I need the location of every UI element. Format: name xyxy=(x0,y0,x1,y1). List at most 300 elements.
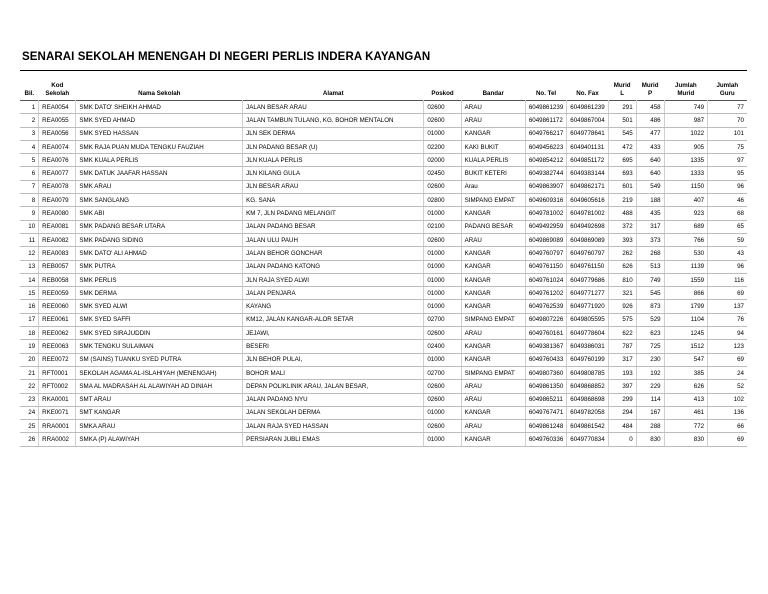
cell-murid-l: 810 xyxy=(608,273,636,286)
cell-bil: 8 xyxy=(20,194,39,207)
col-header-bandar: Bandar xyxy=(482,89,504,97)
cell-bil: 9 xyxy=(20,207,39,220)
cell-murid-p: 433 xyxy=(636,140,664,153)
col-header-nama-sekolah: Nama Sekolah xyxy=(138,89,181,97)
cell-murid-p: 435 xyxy=(636,207,664,220)
cell-murid-p: 873 xyxy=(636,300,664,313)
cell-murid-l: 601 xyxy=(608,180,636,193)
cell-poskod: 01000 xyxy=(424,406,461,419)
cell-poskod: 01000 xyxy=(424,207,461,220)
cell-jumlah-murid: 689 xyxy=(664,220,707,233)
cell-kod-sekolah: REA0076 xyxy=(39,154,76,167)
cell-jumlah-murid: 772 xyxy=(664,420,707,433)
cell-no-fax: 6049861239 xyxy=(567,101,608,114)
cell-no-tel: 6049760797 xyxy=(525,247,566,260)
cell-bandar: SIMPANG EMPAT xyxy=(461,313,525,326)
cell-bil: 18 xyxy=(20,327,39,340)
table-row xyxy=(20,101,747,114)
cell-nama-sekolah: SMK SYED SIRAJUDDIN xyxy=(76,327,243,340)
cell-no-fax: 6049771920 xyxy=(567,300,608,313)
cell-jumlah-murid: 547 xyxy=(664,353,707,366)
cell-bandar: KAKI BUKIT xyxy=(461,140,525,153)
cell-no-fax: 6049778604 xyxy=(567,327,608,340)
cell-jumlah-murid: 1139 xyxy=(664,260,707,273)
cell-kod-sekolah: REE0059 xyxy=(39,287,76,300)
cell-murid-p: 545 xyxy=(636,287,664,300)
cell-bil: 25 xyxy=(20,420,39,433)
cell-murid-p: 640 xyxy=(636,154,664,167)
cell-bil: 15 xyxy=(20,287,39,300)
cell-jumlah-guru: 96 xyxy=(708,260,747,273)
cell-bandar: KANGAR xyxy=(461,127,525,140)
cell-murid-p: 486 xyxy=(636,114,664,127)
cell-no-tel: 6049761150 xyxy=(525,260,566,273)
cell-murid-p: 749 xyxy=(636,273,664,286)
cell-alamat: KM12, JALAN KANGAR-ALOR SETAR xyxy=(243,313,424,326)
cell-jumlah-guru: 46 xyxy=(708,194,747,207)
cell-bil: 24 xyxy=(20,406,39,419)
cell-murid-l: 299 xyxy=(608,393,636,406)
cell-kod-sekolah: RFT0002 xyxy=(39,380,76,393)
cell-bil: 19 xyxy=(20,340,39,353)
cell-bandar: KANGAR xyxy=(461,433,525,446)
cell-murid-p: 373 xyxy=(636,233,664,246)
cell-no-fax: 6049770834 xyxy=(567,433,608,446)
cell-no-tel: 6049861239 xyxy=(525,101,566,114)
cell-no-fax: 6049760199 xyxy=(567,353,608,366)
cell-jumlah-guru: 43 xyxy=(708,247,747,260)
col-header-murid-p: Murid P xyxy=(641,82,659,97)
cell-poskod: 02600 xyxy=(424,233,461,246)
cell-murid-p: 167 xyxy=(636,406,664,419)
cell-nama-sekolah: SEKOLAH AGAMA AL-ISLAHIYAH (MENENGAH) xyxy=(76,366,243,379)
cell-bil: 17 xyxy=(20,313,39,326)
cell-bandar: KANGAR xyxy=(461,340,525,353)
cell-murid-l: 926 xyxy=(608,300,636,313)
cell-nama-sekolah: SMK DATO' SHEIKH AHMAD xyxy=(76,101,243,114)
cell-bandar: KANGAR xyxy=(461,300,525,313)
cell-no-tel: 6049761024 xyxy=(525,273,566,286)
cell-murid-l: 626 xyxy=(608,260,636,273)
table-row xyxy=(20,154,747,167)
cell-murid-l: 472 xyxy=(608,140,636,153)
cell-no-fax: 6049781002 xyxy=(567,207,608,220)
table-row xyxy=(20,406,747,419)
cell-no-fax: 6049401131 xyxy=(567,140,608,153)
cell-nama-sekolah: SMK SYED AHMAD xyxy=(76,114,243,127)
table-row xyxy=(20,340,747,353)
cell-kod-sekolah: RFT0001 xyxy=(39,366,76,379)
cell-jumlah-murid: 1245 xyxy=(664,327,707,340)
cell-jumlah-guru: 101 xyxy=(708,127,747,140)
cell-no-tel: 6049767471 xyxy=(525,406,566,419)
cell-murid-l: 484 xyxy=(608,420,636,433)
cell-jumlah-guru: 116 xyxy=(708,273,747,286)
cell-nama-sekolah: SMK RAJA PUAN MUDA TENGKU FAUZIAH xyxy=(76,140,243,153)
cell-nama-sekolah: SMKA ARAU xyxy=(76,420,243,433)
cell-murid-l: 545 xyxy=(608,127,636,140)
cell-bandar: KANGAR xyxy=(461,406,525,419)
cell-kod-sekolah: REE0062 xyxy=(39,327,76,340)
cell-poskod: 01000 xyxy=(424,433,461,446)
cell-nama-sekolah: SMK ARAU xyxy=(76,180,243,193)
cell-poskod: 02600 xyxy=(424,380,461,393)
cell-nama-sekolah: SMK SYED HASSAN xyxy=(76,127,243,140)
cell-bil: 5 xyxy=(20,154,39,167)
cell-poskod: 02700 xyxy=(424,313,461,326)
cell-murid-l: 219 xyxy=(608,194,636,207)
cell-jumlah-guru: 59 xyxy=(708,233,747,246)
col-header-murid-l: Murid L xyxy=(613,82,631,97)
cell-no-fax: 6049782058 xyxy=(567,406,608,419)
cell-poskod: 02700 xyxy=(424,366,461,379)
cell-nama-sekolah: SMK TENGKU SULAIMAN xyxy=(76,340,243,353)
cell-jumlah-murid: 749 xyxy=(664,101,707,114)
table-row xyxy=(20,313,747,326)
cell-murid-p: 725 xyxy=(636,340,664,353)
table-row xyxy=(20,167,747,180)
cell-no-fax: 6049861542 xyxy=(567,420,608,433)
cell-jumlah-murid: 407 xyxy=(664,194,707,207)
cell-jumlah-murid: 461 xyxy=(664,406,707,419)
cell-jumlah-murid: 1559 xyxy=(664,273,707,286)
cell-bil: 14 xyxy=(20,273,39,286)
cell-jumlah-murid: 923 xyxy=(664,207,707,220)
cell-alamat: JEJAWI, xyxy=(243,327,424,340)
cell-bandar: KANGAR xyxy=(461,260,525,273)
cell-bil: 23 xyxy=(20,393,39,406)
cell-jumlah-guru: 123 xyxy=(708,340,747,353)
cell-bil: 4 xyxy=(20,140,39,153)
cell-no-tel: 6049760336 xyxy=(525,433,566,446)
cell-poskod: 01000 xyxy=(424,273,461,286)
col-header-no-fax: No. Fax xyxy=(576,89,599,97)
cell-alamat: JLN KUALA PERLIS xyxy=(243,154,424,167)
cell-murid-l: 575 xyxy=(608,313,636,326)
cell-kod-sekolah: REE0072 xyxy=(39,353,76,366)
cell-no-fax: 6049851172 xyxy=(567,154,608,167)
cell-nama-sekolah: SMK DERMA xyxy=(76,287,243,300)
cell-jumlah-murid: 626 xyxy=(664,380,707,393)
cell-no-fax: 6049805595 xyxy=(567,313,608,326)
col-header-kod-sekolah: Kod Sekolah xyxy=(45,82,70,97)
cell-jumlah-guru: 69 xyxy=(708,287,747,300)
cell-nama-sekolah: SMK KUALA PERLIS xyxy=(76,154,243,167)
cell-no-tel: 6049861248 xyxy=(525,420,566,433)
cell-jumlah-guru: 68 xyxy=(708,207,747,220)
col-header-jumlah-guru: Jumlah Guru xyxy=(716,82,739,97)
cell-jumlah-guru: 69 xyxy=(708,433,747,446)
cell-no-tel: 6049869089 xyxy=(525,233,566,246)
cell-murid-p: 640 xyxy=(636,167,664,180)
cell-murid-p: 268 xyxy=(636,247,664,260)
cell-no-fax: 6049867004 xyxy=(567,114,608,127)
cell-nama-sekolah: SMK PADANG BESAR UTARA xyxy=(76,220,243,233)
cell-bil: 12 xyxy=(20,247,39,260)
cell-kod-sekolah: REE0063 xyxy=(39,340,76,353)
cell-kod-sekolah: REA0083 xyxy=(39,247,76,260)
cell-murid-l: 291 xyxy=(608,101,636,114)
cell-jumlah-guru: 70 xyxy=(708,114,747,127)
cell-murid-l: 321 xyxy=(608,287,636,300)
cell-no-tel: 6049861350 xyxy=(525,380,566,393)
cell-bil: 22 xyxy=(20,380,39,393)
cell-no-tel: 6049865211 xyxy=(525,393,566,406)
cell-bil: 13 xyxy=(20,260,39,273)
table-row xyxy=(20,233,747,246)
cell-bandar: KANGAR xyxy=(461,273,525,286)
cell-bandar: ARAU xyxy=(461,101,525,114)
cell-bandar: ARAU xyxy=(461,114,525,127)
cell-kod-sekolah: REA0054 xyxy=(39,101,76,114)
cell-nama-sekolah: SM (SAINS) TUANKU SYED PUTRA xyxy=(76,353,243,366)
table-row xyxy=(20,273,747,286)
cell-alamat: PERSIARAN JUBLI EMAS xyxy=(243,433,424,446)
cell-bil: 7 xyxy=(20,180,39,193)
cell-bandar: ARAU xyxy=(461,327,525,340)
cell-jumlah-guru: 66 xyxy=(708,420,747,433)
cell-murid-p: 317 xyxy=(636,220,664,233)
cell-alamat: JALAN ULU PAUH xyxy=(243,233,424,246)
cell-no-fax: 6049869089 xyxy=(567,233,608,246)
cell-alamat: JALAN SEKOLAH DERMA xyxy=(243,406,424,419)
cell-no-tel: 6049456223 xyxy=(525,140,566,153)
table-row xyxy=(20,380,747,393)
cell-murid-p: 288 xyxy=(636,420,664,433)
cell-no-tel: 6049760433 xyxy=(525,353,566,366)
cell-murid-l: 787 xyxy=(608,340,636,353)
cell-no-tel: 6049807226 xyxy=(525,313,566,326)
cell-murid-l: 397 xyxy=(608,380,636,393)
cell-no-tel: 6049381367 xyxy=(525,340,566,353)
cell-nama-sekolah: SMK DATUK JAAFAR HASSAN xyxy=(76,167,243,180)
cell-jumlah-guru: 77 xyxy=(708,101,747,114)
cell-alamat: KAYANG xyxy=(243,300,424,313)
cell-alamat: JALAN BESAR ARAU xyxy=(243,101,424,114)
cell-poskod: 02600 xyxy=(424,114,461,127)
cell-poskod: 01000 xyxy=(424,300,461,313)
table-row xyxy=(20,247,747,260)
col-header-bil: Bil. xyxy=(24,89,35,97)
cell-murid-l: 488 xyxy=(608,207,636,220)
cell-no-fax: 6049605616 xyxy=(567,194,608,207)
cell-murid-p: 549 xyxy=(636,180,664,193)
cell-kod-sekolah: REA0077 xyxy=(39,167,76,180)
cell-jumlah-murid: 1335 xyxy=(664,154,707,167)
table-row xyxy=(20,433,747,446)
cell-bil: 26 xyxy=(20,433,39,446)
cell-alamat: JALAN BEHOR GONCHAR xyxy=(243,247,424,260)
cell-jumlah-guru: 95 xyxy=(708,167,747,180)
cell-jumlah-guru: 69 xyxy=(708,353,747,366)
cell-bil: 16 xyxy=(20,300,39,313)
cell-nama-sekolah: SMK PUTRA xyxy=(76,260,243,273)
cell-nama-sekolah: SMK SYED ALWI xyxy=(76,300,243,313)
cell-nama-sekolah: SMA AL MADRASAH AL ALAWIYAH AD DINIAH xyxy=(76,380,243,393)
cell-no-tel: 6049760161 xyxy=(525,327,566,340)
cell-bandar: Arau xyxy=(461,180,525,193)
cell-alamat: JALAN PADANG BESAR xyxy=(243,220,424,233)
cell-jumlah-murid: 905 xyxy=(664,140,707,153)
cell-poskod: 02600 xyxy=(424,180,461,193)
cell-jumlah-murid: 766 xyxy=(664,233,707,246)
cell-murid-p: 192 xyxy=(636,366,664,379)
cell-jumlah-guru: 137 xyxy=(708,300,747,313)
table-row xyxy=(20,194,747,207)
cell-murid-p: 188 xyxy=(636,194,664,207)
table-row xyxy=(20,260,747,273)
table-row xyxy=(20,180,747,193)
cell-no-fax: 6049761150 xyxy=(567,260,608,273)
cell-no-fax: 6049862171 xyxy=(567,180,608,193)
cell-kod-sekolah: RRA0001 xyxy=(39,420,76,433)
cell-poskod: 02100 xyxy=(424,220,461,233)
title-underline xyxy=(20,70,747,71)
cell-jumlah-murid: 1022 xyxy=(664,127,707,140)
cell-nama-sekolah: SMK ABI xyxy=(76,207,243,220)
cell-nama-sekolah: SMT KANGAR xyxy=(76,406,243,419)
cell-bil: 3 xyxy=(20,127,39,140)
cell-murid-l: 294 xyxy=(608,406,636,419)
cell-alamat: JLN BEHOR PULAI, xyxy=(243,353,424,366)
cell-no-fax: 6049760797 xyxy=(567,247,608,260)
cell-no-fax: 6049779686 xyxy=(567,273,608,286)
cell-murid-p: 529 xyxy=(636,313,664,326)
table-body xyxy=(20,101,747,447)
cell-bandar: ARAU xyxy=(461,380,525,393)
cell-kod-sekolah: REA0055 xyxy=(39,114,76,127)
cell-bil: 1 xyxy=(20,101,39,114)
cell-bil: 21 xyxy=(20,366,39,379)
table-row xyxy=(20,353,747,366)
cell-alamat: DEPAN POLIKLINIK ARAU, JALAN BESAR, xyxy=(243,380,424,393)
cell-jumlah-murid: 530 xyxy=(664,247,707,260)
cell-kod-sekolah: REA0082 xyxy=(39,233,76,246)
cell-alamat: JLN PADANG BESAR (U) xyxy=(243,140,424,153)
cell-jumlah-murid: 830 xyxy=(664,433,707,446)
cell-poskod: 02600 xyxy=(424,327,461,340)
cell-alamat: KM 7, JLN PADANG MELANGIT xyxy=(243,207,424,220)
cell-alamat: BOHOR MALI xyxy=(243,366,424,379)
cell-alamat: JALAN RAJA SYED HASSAN xyxy=(243,420,424,433)
cell-bandar: KANGAR xyxy=(461,207,525,220)
cell-bil: 6 xyxy=(20,167,39,180)
cell-poskod: 02600 xyxy=(424,101,461,114)
cell-bandar: ARAU xyxy=(461,233,525,246)
cell-murid-p: 477 xyxy=(636,127,664,140)
table-row xyxy=(20,220,747,233)
cell-murid-l: 193 xyxy=(608,366,636,379)
cell-no-fax: 6049383144 xyxy=(567,167,608,180)
cell-no-fax: 6049771277 xyxy=(567,287,608,300)
cell-no-fax: 6049808785 xyxy=(567,366,608,379)
cell-alamat: JALAN PENJARA xyxy=(243,287,424,300)
cell-alamat: JALAN PADANG KATONG xyxy=(243,260,424,273)
cell-poskod: 02800 xyxy=(424,194,461,207)
cell-kod-sekolah: REA0078 xyxy=(39,180,76,193)
cell-alamat: JLN SEK DERMA xyxy=(243,127,424,140)
table-row xyxy=(20,140,747,153)
col-header-poskod: Poskod xyxy=(431,89,454,97)
cell-murid-l: 372 xyxy=(608,220,636,233)
cell-jumlah-guru: 136 xyxy=(708,406,747,419)
cell-jumlah-guru: 102 xyxy=(708,393,747,406)
cell-kod-sekolah: REB0058 xyxy=(39,273,76,286)
cell-alamat: JALAN PADANG NYU xyxy=(243,393,424,406)
cell-no-fax: 6049386031 xyxy=(567,340,608,353)
cell-murid-p: 230 xyxy=(636,353,664,366)
cell-kod-sekolah: REA0081 xyxy=(39,220,76,233)
cell-jumlah-guru: 65 xyxy=(708,220,747,233)
cell-jumlah-guru: 97 xyxy=(708,154,747,167)
cell-alamat: BESERI xyxy=(243,340,424,353)
school-table xyxy=(20,74,747,447)
cell-alamat: JLN RAJA SYED ALWI xyxy=(243,273,424,286)
cell-jumlah-murid: 385 xyxy=(664,366,707,379)
cell-bandar: PADANG BESAR xyxy=(461,220,525,233)
cell-murid-l: 695 xyxy=(608,154,636,167)
cell-bil: 20 xyxy=(20,353,39,366)
cell-poskod: 02600 xyxy=(424,393,461,406)
table-row xyxy=(20,114,747,127)
cell-no-fax: 6049868698 xyxy=(567,393,608,406)
cell-jumlah-murid: 1333 xyxy=(664,167,707,180)
cell-poskod: 01000 xyxy=(424,247,461,260)
cell-nama-sekolah: SMT ARAU xyxy=(76,393,243,406)
cell-murid-l: 317 xyxy=(608,353,636,366)
cell-bil: 11 xyxy=(20,233,39,246)
cell-kod-sekolah: REB0057 xyxy=(39,260,76,273)
cell-bandar: KANGAR xyxy=(461,247,525,260)
cell-bandar: KANGAR xyxy=(461,353,525,366)
cell-poskod: 01000 xyxy=(424,287,461,300)
cell-murid-l: 393 xyxy=(608,233,636,246)
table-row xyxy=(20,207,747,220)
cell-no-tel: 6049807360 xyxy=(525,366,566,379)
cell-no-tel: 6049761202 xyxy=(525,287,566,300)
cell-bil: 10 xyxy=(20,220,39,233)
cell-nama-sekolah: SMKA (P) ALAWIYAH xyxy=(76,433,243,446)
table-row xyxy=(20,287,747,300)
cell-nama-sekolah: SMK PADANG SIDING xyxy=(76,233,243,246)
cell-kod-sekolah: REA0074 xyxy=(39,140,76,153)
cell-murid-p: 458 xyxy=(636,101,664,114)
cell-no-tel: 6049863907 xyxy=(525,180,566,193)
cell-poskod: 02450 xyxy=(424,167,461,180)
cell-nama-sekolah: SMK PERLIS xyxy=(76,273,243,286)
cell-jumlah-murid: 987 xyxy=(664,114,707,127)
cell-poskod: 01000 xyxy=(424,353,461,366)
cell-no-tel: 6049854212 xyxy=(525,154,566,167)
cell-alamat: JALAN TAMBUN TULANG, KG. BOHOR MENTALON xyxy=(243,114,424,127)
cell-no-tel: 6049492959 xyxy=(525,220,566,233)
cell-jumlah-guru: 24 xyxy=(708,366,747,379)
col-header-jumlah-murid: Jumlah Murid xyxy=(675,82,697,97)
cell-murid-p: 513 xyxy=(636,260,664,273)
cell-nama-sekolah: SMK SYED SAFFI xyxy=(76,313,243,326)
cell-jumlah-murid: 1104 xyxy=(664,313,707,326)
cell-murid-l: 262 xyxy=(608,247,636,260)
cell-jumlah-murid: 1512 xyxy=(664,340,707,353)
cell-kod-sekolah: RRA0002 xyxy=(39,433,76,446)
cell-bandar: ARAU xyxy=(461,420,525,433)
cell-poskod: 02600 xyxy=(424,420,461,433)
cell-jumlah-murid: 413 xyxy=(664,393,707,406)
cell-jumlah-guru: 52 xyxy=(708,380,747,393)
table-row xyxy=(20,300,747,313)
table-row xyxy=(20,420,747,433)
cell-jumlah-murid: 866 xyxy=(664,287,707,300)
